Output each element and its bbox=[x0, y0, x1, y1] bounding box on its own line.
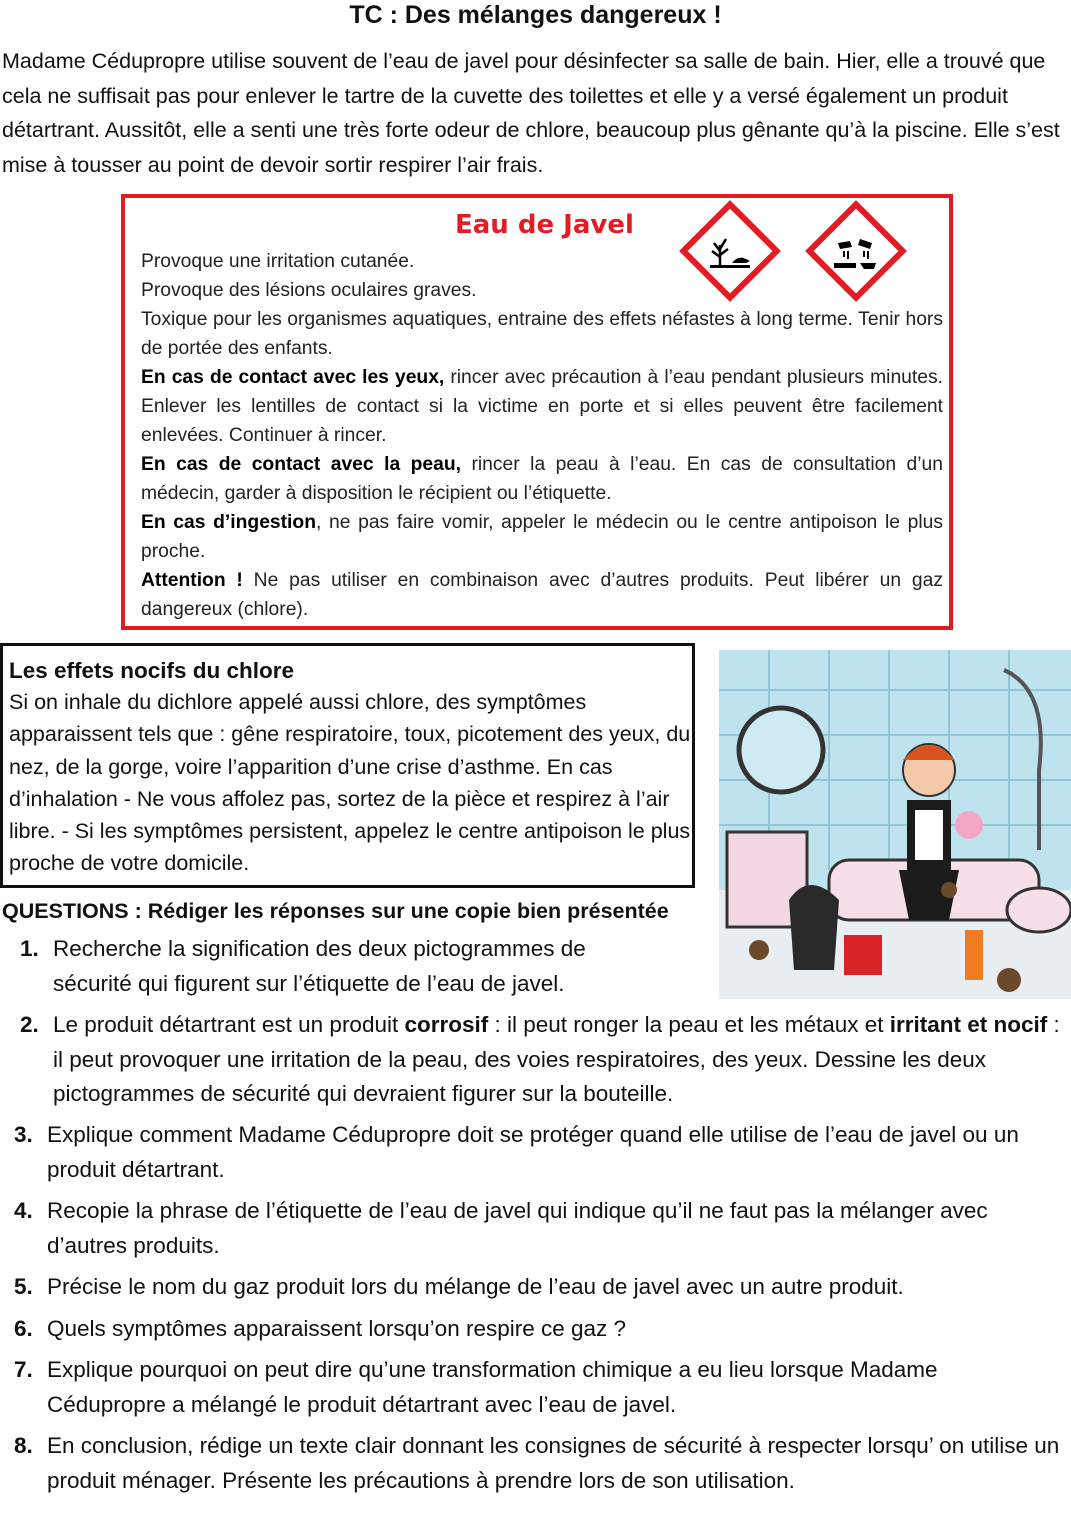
question-number: 2. bbox=[20, 1012, 39, 1037]
question-7 bbox=[14, 1353, 1014, 1422]
question-6 bbox=[14, 1312, 1068, 1347]
label-line: Provoque une irritation cutanée. bbox=[141, 251, 415, 272]
question-5 bbox=[14, 1270, 1068, 1305]
question-number: 4. bbox=[14, 1198, 33, 1223]
page-title: TC : Des mélanges dangereux ! bbox=[349, 1, 722, 29]
label-ingest-bold: En cas d’ingestion bbox=[141, 512, 316, 533]
question-text: Quels symptômes apparaissent lorsqu’on respire ce gaz ? bbox=[47, 1316, 627, 1341]
label-ingest bbox=[141, 508, 943, 566]
question-text: En conclusion, rédige un texte clair donnant les consignes de sécurité à respecter lorsqu’ on utilise un produit ménager. Présente les précautions à prendre lors de son utilisation. bbox=[47, 1433, 1060, 1493]
bleach-label bbox=[121, 194, 953, 630]
label-text bbox=[141, 247, 943, 624]
bathroom-illustration bbox=[719, 650, 1071, 999]
label-line: Provoque des lésions oculaires graves. bbox=[141, 280, 477, 301]
question-4 bbox=[14, 1194, 1071, 1263]
chlorine-effects-text: Si on inhale du dichlore appelé aussi chlore, des symptômes apparaissent tels que : gêne respiratoire, toux, picotement des yeux, du nez, de la gorge, voire l’apparition d’une crise d’asthme. En cas d’inhalation - Ne vous affolez pas, sortez de la pièce et respirez à l’air libre. - Si les symptômes persistent, appelez le centre antipoison le plus proche de votre domicile. bbox=[9, 690, 691, 876]
label-line: Toxique pour les organismes aquatiques, entraine des effets néfastes à long terme. Tenir hors de portée des enfants. bbox=[141, 309, 943, 359]
question-text: Explique pourquoi on peut dire qu’une transformation chimique a eu lieu lorsque Madame Cédupropre a mélangé le produit détartrant avec l’eau de javel. bbox=[47, 1357, 938, 1417]
label-skin-text: rincer la peau à l’eau. En cas de consultation d’un médecin, garder à disposition le récipient ou l’étiquette. bbox=[141, 454, 943, 504]
question-text: Explique comment Madame Cédupropre doit se protéger quand elle utilise de l’eau de javel ou un produit détartrant. bbox=[47, 1122, 1019, 1182]
label-ingest-text: , ne pas faire vomir, appeler le médecin ou le centre antipoison le plus proche. bbox=[141, 512, 943, 562]
question-8 bbox=[14, 1429, 1071, 1498]
question-text: Précise le nom du gaz produit lors du mélange de l’eau de javel avec un autre produit. bbox=[47, 1274, 904, 1299]
questions-heading: QUESTIONS : Rédiger les réponses sur une copie bien présentée bbox=[2, 899, 669, 923]
question-1 bbox=[20, 932, 670, 1001]
question-text: Le produit détartrant est un produit corrosif : il peut ronger la peau et les métaux et irritant et nocif : il peut provoquer une irritation de la peau, des voies respiratoires, des yeux. Dessine les deux pictogrammes de sécurité qui devraient figurer sur la bouteille. bbox=[53, 1012, 1060, 1106]
label-skin bbox=[141, 450, 943, 508]
label-attention bbox=[141, 566, 943, 624]
question-3 bbox=[14, 1118, 1068, 1187]
question-number: 1. bbox=[20, 936, 39, 961]
question-number: 6. bbox=[14, 1316, 33, 1341]
chlorine-effects-title: Les effets nocifs du chlore bbox=[9, 658, 295, 683]
label-title: Eau de Javel bbox=[455, 210, 634, 240]
intro-paragraph: Madame Cédupropre utilise souvent de l’eau de javel pour désinfecter sa salle de bain. Hier, elle a trouvé que cela ne suffisait pas pour enlever le tartre de la cuvette des toilettes et elle y a versé également un produit détartrant. Aussitôt, elle a senti une très forte odeur de chlore, beaucoup plus gênante qu’à la piscine. Elle s’est mise à tousser au point de devoir sortir respirer l’air frais. bbox=[2, 49, 1060, 177]
question-2 bbox=[20, 1008, 1066, 1112]
label-eyes-text: rincer avec précaution à l’eau pendant plusieurs minutes. Enlever les lentilles de contact si la victime en porte et si elles peuvent être facilement enlevées. Continuer à rincer. bbox=[141, 367, 943, 446]
question-number: 8. bbox=[14, 1433, 33, 1458]
question-number: 7. bbox=[14, 1357, 33, 1382]
label-eyes bbox=[141, 363, 943, 450]
label-attention-text: Ne pas utiliser en combinaison avec d’autres produits. Peut libérer un gaz dangereux (chlore). bbox=[141, 570, 943, 620]
label-skin-bold: En cas de contact avec la peau, bbox=[141, 454, 462, 475]
chlorine-effects-box bbox=[0, 643, 695, 888]
question-number: 3. bbox=[14, 1122, 33, 1147]
label-eyes-bold: En cas de contact avec les yeux, bbox=[141, 367, 445, 388]
label-attention-bold: Attention ! bbox=[141, 570, 243, 591]
question-text: Recopie la phrase de l’étiquette de l’eau de javel qui indique qu’il ne faut pas la mélanger avec d’autres produits. bbox=[47, 1198, 988, 1258]
question-text: Recherche la signification des deux pictogrammes de sécurité qui figurent sur l’étiquette de l’eau de javel. bbox=[53, 936, 586, 996]
question-number: 5. bbox=[14, 1274, 33, 1299]
